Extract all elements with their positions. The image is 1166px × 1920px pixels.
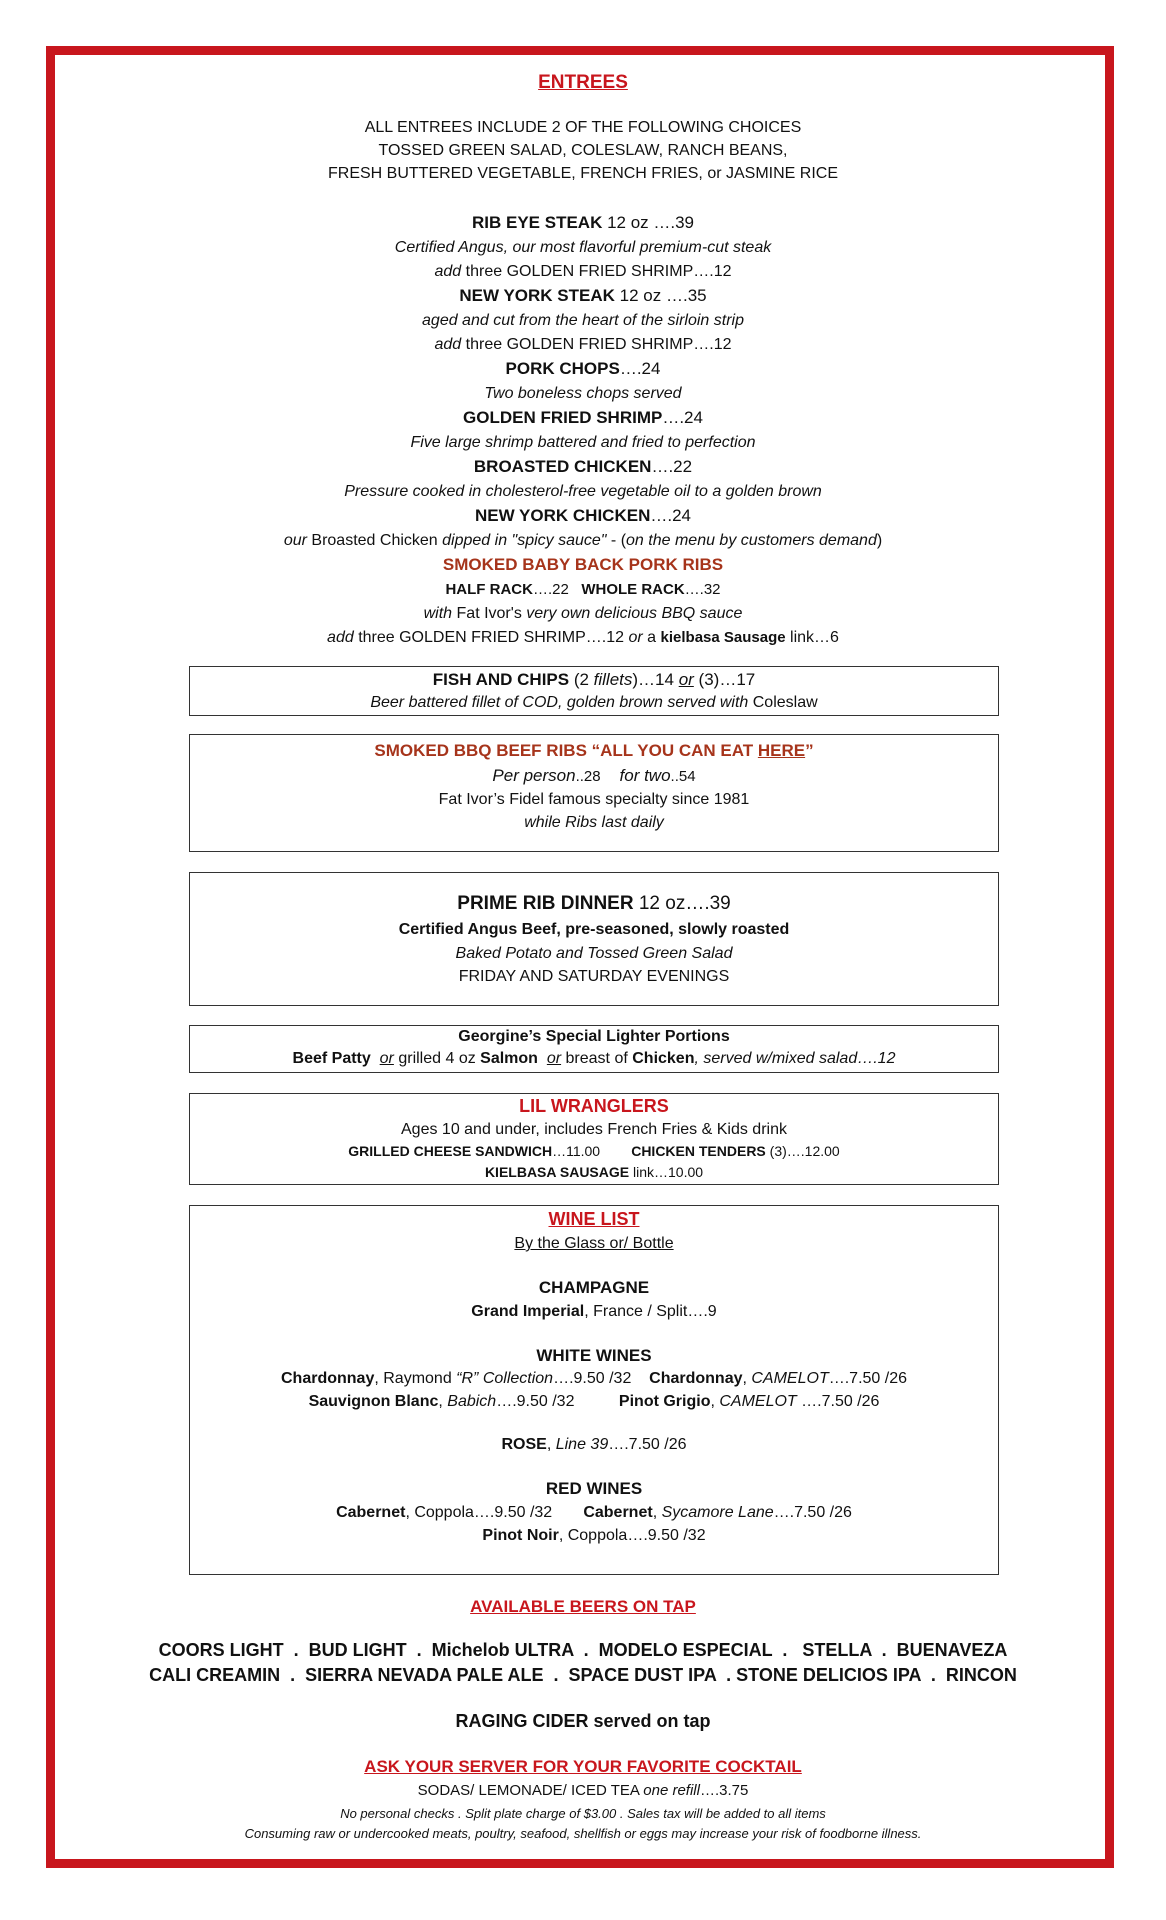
beefribs-pp: Per person [492,766,576,785]
red-1-name: Cabernet [336,1504,406,1521]
white-1-italic: “R” Collection [456,1370,554,1387]
white-1-a: , Raymond [374,1370,457,1387]
white-title: WHITE WINES [536,1346,652,1365]
shrimp-price: ….24 [662,408,703,427]
ribeye-add-rest: three GOLDEN FRIED SHRIMP….12 [461,263,732,280]
beefribs-two-price: ..54 [670,768,696,785]
fish-line [190,670,998,690]
wine-box [189,1205,999,1575]
sodas-text: SODAS/ LEMONADE/ ICED TEA [417,1782,644,1799]
champagne-name: Grand Imperial [471,1303,585,1320]
georgine-or-1: or [379,1050,394,1067]
white-4-italic: CAMELOT [719,1393,797,1410]
beefribs-pp-price: ..28 [575,768,601,785]
wranglers-grilled-price: …11.00 [552,1143,601,1159]
beers-row-2: CALI CREAMIN . SIERRA NEVADA PALE ALE . SPACE DUST IPA . STONE DELICIOS IPA . RINCON [149,1665,1017,1685]
fish-fillets: fillets [593,670,633,689]
prime-line [190,893,998,915]
wranglers-kielbasa-price: link…10.00 [629,1164,704,1180]
beers-cider: RAGING CIDER served on tap [455,1711,711,1731]
champagne-rest: , France / Split….9 [584,1303,717,1320]
beers-title: AVAILABLE BEERS ON TAP [470,1597,696,1616]
white-2-sep: , [742,1370,752,1387]
shrimp-name: GOLDEN FRIED SHRIMP [463,408,663,427]
red-title: RED WINES [545,1479,643,1498]
ribeye-add [0,263,1166,281]
red-row-2 [190,1527,998,1545]
shrimp-line [0,408,1166,428]
prime-days: FRIDAY AND SATURDAY EVENINGS [458,968,730,985]
wranglers-ages: Ages 10 and under, includes French Fries & Kids drink [401,1121,787,1138]
prime-desc: Certified Angus Beef, pre-seasoned, slowly roasted [398,921,790,938]
red-2-price: ….7.50 /26 [773,1504,852,1521]
white-3-italic: Babich [447,1393,497,1410]
broasted-name: BROASTED CHICKEN [473,457,652,476]
ribs-prices [0,581,1166,598]
beefribs-title-here: HERE [757,741,806,760]
checks-note: No personal checks . Split plate charge of $3.00 . Sales tax will be added to all items [340,1806,826,1821]
white-3-sep: , [438,1393,448,1410]
ribs-add-word: add [327,629,354,646]
sodas-price: ….3.75 [699,1782,749,1799]
ribs-half-price: ….22 [532,581,569,598]
white-2-italic: CAMELOT [751,1370,829,1387]
ribs-kielbasa: kielbasa Sausage [660,629,786,646]
white-row-2 [190,1393,998,1411]
rose-item [190,1436,998,1454]
sodas-refill: one refill [643,1782,700,1799]
ribs-half-name: HALF RACK [445,581,533,598]
georgine-or-2: or [546,1050,562,1067]
nychicken-desc-4: - ( [606,532,627,549]
wranglers-kielbasa-name: KIELBASA SAUSAGE [484,1164,630,1180]
nychicken-price: ….24 [650,506,691,525]
wranglers-items-1 [190,1143,998,1159]
broasted-price: ….22 [651,457,693,476]
wranglers-box [189,1093,999,1185]
georgine-options [190,1050,998,1068]
white-3-name: Sauvignon Blanc [308,1393,439,1410]
ribeye-name: RIB EYE STEAK [471,213,603,232]
prime-size: 12 oz….39 [633,893,731,914]
georgine-served: , served w/mixed salad….12 [694,1050,896,1067]
beefribs-title-end: ” [805,741,814,760]
georgine-grilled: grilled 4 oz [393,1050,481,1067]
georgine-breast: breast of [561,1050,633,1067]
red-row-1 [190,1504,998,1522]
georgine-chicken: Chicken [632,1050,695,1067]
fish-desc [190,694,998,712]
white-2-name: Chardonnay [649,1370,743,1387]
beefribs-two: for two [619,766,671,785]
nychicken-desc-1: our [283,532,307,549]
prime-name: PRIME RIB DINNER [457,893,634,914]
entrees-intro-2: TOSSED GREEN SALAD, COLESLAW, RANCH BEANS, [378,142,788,159]
white-2-price: ….7.50 /26 [828,1370,907,1387]
ribs-fat-ivor: Fat Ivor's [452,605,527,622]
georgine-beef: Beef Patty [292,1050,371,1067]
nychicken-desc-6: ) [876,532,883,549]
rose-name: ROSE [501,1436,547,1453]
ribeye-line [0,213,1166,233]
pork-price: ….24 [619,359,661,378]
wranglers-grilled-name: GRILLED CHEESE SANDWICH [348,1143,553,1159]
rose-sep: , [546,1436,556,1453]
ribs-add-rest: three GOLDEN FRIED SHRIMP….12 [353,629,629,646]
champagne-title: CHAMPAGNE [538,1278,650,1297]
nysteak-line [0,286,1166,306]
fish-or: or [678,670,694,689]
nychicken-desc-5: on the menu by customers demand [626,532,877,549]
ribs-link: link…6 [785,629,839,646]
entrees-title: ENTREES [538,72,628,93]
white-3-price: ….9.50 /32 [496,1393,575,1410]
wranglers-tenders-name: CHICKEN TENDERS [631,1143,766,1159]
wranglers-tenders-price: (3)….12.00 [765,1143,840,1159]
entrees-intro-3: FRESH BUTTERED VEGETABLE, FRENCH FRIES, or JASMINE RICE [328,165,838,182]
wranglers-title: LIL WRANGLERS [519,1096,669,1116]
white-4-name: Pinot Grigio [618,1393,711,1410]
nysteak-add [0,336,1166,354]
broasted-desc: Pressure cooked in cholesterol-free vegetable oil to a golden brown [344,483,822,500]
ribs-sauce-desc: very own delicious BBQ sauce [526,605,743,622]
fish-c: (3)…17 [693,670,756,689]
rose-italic: Line 39 [555,1436,609,1453]
ribs-whole-price: ….32 [684,581,721,598]
prime-box [189,872,999,1006]
red-2-italic: Sycamore Lane [661,1504,774,1521]
ribs-sauce [0,605,1166,623]
red-3-rest: , Coppola….9.50 /32 [558,1527,706,1544]
white-4-sep: , [710,1393,720,1410]
white-row-1 [190,1370,998,1388]
beefribs-prices [190,766,998,786]
beefribs-specialty: Fat Ivor’s Fidel famous specialty since 1981 [438,791,750,808]
georgine-title: Georgine’s Special Lighter Portions [458,1028,730,1045]
red-1-rest: , Coppola….9.50 /32 [405,1504,553,1521]
fish-name: FISH AND CHIPS [432,670,570,689]
red-2-sep: , [652,1504,662,1521]
nychicken-line [0,506,1166,526]
wranglers-items-2 [190,1164,998,1180]
georgine-salmon: Salmon [480,1050,538,1067]
nychicken-desc-2: Broasted Chicken [306,532,443,549]
entrees-intro-1: ALL ENTREES INCLUDE 2 OF THE FOLLOWING CHOICES [364,119,802,136]
shrimp-desc: Five large shrimp battered and fried to perfection [410,434,756,451]
beers-row-1: COORS LIGHT . BUD LIGHT . Michelob ULTRA . MODELO ESPECIAL . STELLA . BUENAVEZA [158,1640,1008,1660]
pork-name: PORK CHOPS [505,359,620,378]
champagne-item [190,1303,998,1321]
ribs-with: with [423,605,453,622]
fish-b: )…14 [632,670,679,689]
beefribs-title [190,741,998,761]
beefribs-box [189,734,999,852]
foodborne-warning: Consuming raw or undercooked meats, poultry, seafood, shellfish or eggs may increase your risk of foodborne illness. [244,1826,922,1841]
sodas-line [0,1782,1166,1799]
nysteak-add-rest: three GOLDEN FRIED SHRIMP….12 [461,336,732,353]
cocktail-note: ASK YOUR SERVER FOR YOUR FAVORITE COCKTAIL [364,1757,802,1776]
fish-a: (2 [569,670,594,689]
red-2-name: Cabernet [583,1504,653,1521]
red-3-name: Pinot Noir [482,1527,559,1544]
ribs-or: or [628,629,643,646]
nysteak-desc: aged and cut from the heart of the sirloin strip [422,312,744,329]
wine-title: WINE LIST [548,1209,640,1229]
nysteak-name: NEW YORK STEAK [459,286,615,305]
ribs-a: a [642,629,661,646]
white-1-price: ….9.50 /32 [553,1370,632,1387]
beefribs-title-a: SMOKED BBQ BEEF RIBS “ALL YOU CAN EAT [374,741,758,760]
fish-desc-text: Beer battered fillet of COD, golden brown served with [370,694,749,711]
ribs-whole-name: WHOLE RACK [581,581,685,598]
ribeye-add-word: add [434,263,462,280]
ribs-title: SMOKED BABY BACK PORK RIBS [442,555,724,574]
ribeye-size: 12 oz ….39 [602,213,695,232]
beefribs-while: while Ribs last daily [524,814,664,831]
ribeye-desc: Certified Angus, our most flavorful premium-cut steak [394,239,772,256]
wine-subtitle: By the Glass or/ Bottle [514,1235,674,1252]
pork-line [0,359,1166,379]
nychicken-desc [0,532,1166,550]
broasted-line [0,457,1166,477]
nysteak-add-word: add [434,336,462,353]
rose-price: ….7.50 /26 [608,1436,687,1453]
nychicken-desc-3: dipped in "spicy sauce" [442,532,607,549]
prime-sides: Baked Potato and Tossed Green Salad [455,945,733,962]
white-4-price: ….7.50 /26 [796,1393,880,1410]
white-1-name: Chardonnay [281,1370,375,1387]
nysteak-size: 12 oz ….35 [614,286,707,305]
fish-box [189,666,999,716]
nychicken-name: NEW YORK CHICKEN [474,506,651,525]
pork-desc: Two boneless chops served [484,385,682,402]
fish-desc-end: Coleslaw [748,694,818,711]
ribs-add [0,629,1166,647]
georgine-box [189,1025,999,1073]
